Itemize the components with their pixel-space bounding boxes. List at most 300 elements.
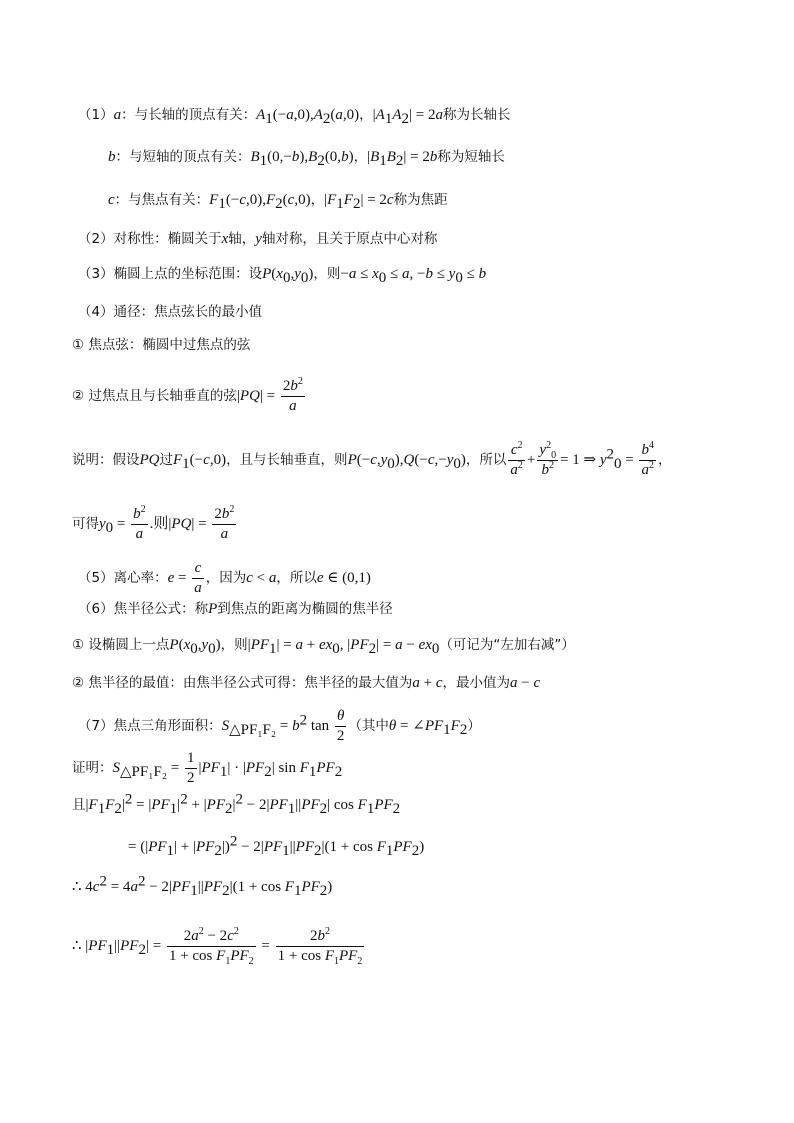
math-run: a <box>510 675 518 691</box>
math-run: , <box>290 266 295 282</box>
math-run: ,0) <box>342 107 360 123</box>
math-run: ≤ <box>432 266 449 282</box>
line-focal-chord <box>72 338 250 353</box>
math-run: c <box>533 675 541 691</box>
math-run: ∴ 4 <box>72 879 93 895</box>
line-proof-expand <box>128 833 425 859</box>
math-run: | <box>324 192 328 208</box>
math-run: B <box>386 149 396 165</box>
math-run: PF <box>148 839 167 855</box>
text-run: （5）离心率： <box>78 570 168 586</box>
math-run: | <box>367 149 371 165</box>
math-run: | = <box>276 637 296 653</box>
math-run: b <box>291 149 300 165</box>
math-fraction <box>185 750 197 786</box>
text-run: ， <box>353 149 368 165</box>
math-run: , <box>376 452 381 468</box>
math-subscript: 2 <box>352 195 361 212</box>
math-subscript: 1 <box>182 455 190 472</box>
math-run: + <box>419 675 436 691</box>
line-proof-conclusion <box>72 926 366 967</box>
math-subscript: 2 <box>319 882 328 899</box>
math-run: ,0), <box>245 192 266 208</box>
math-run: PF <box>120 938 139 954</box>
math-subscript: △PF₁F₂ <box>120 763 168 780</box>
math-run: ≤ <box>462 266 479 282</box>
math-run: F <box>88 797 98 813</box>
math-run: P <box>347 452 357 468</box>
math-run: F <box>105 797 115 813</box>
math-fraction <box>281 378 305 414</box>
math-run: = <box>113 516 130 532</box>
math-run: ex <box>418 637 432 653</box>
fraction-numerator: $y^2_0$ <box>539 440 557 461</box>
math-subscript: 0 <box>300 269 309 286</box>
math-run: b <box>108 149 116 165</box>
fraction-denominator: $a^2$ <box>510 459 523 478</box>
math-fraction <box>131 506 148 542</box>
math-run: ), <box>299 149 309 165</box>
math-run: ,− <box>434 452 447 468</box>
math-run: (0,− <box>267 149 292 165</box>
math-run: Q <box>403 452 415 468</box>
math-run: PF <box>393 839 412 855</box>
line-proof-start <box>72 750 342 786</box>
math-run: | <box>232 797 236 813</box>
text-run: （7）焦点三角形面积： <box>78 718 222 734</box>
text-run: （可记为“左加右减”） <box>439 637 575 653</box>
math-run: = (| <box>128 839 149 855</box>
math-run: a <box>395 637 403 653</box>
math-superscript: 2 <box>124 791 133 808</box>
math-run: y <box>446 452 454 468</box>
line-result <box>72 506 238 542</box>
math-run: c <box>370 452 377 468</box>
math-run: c <box>92 879 100 895</box>
math-superscript: 2 <box>235 791 243 808</box>
math-run: PF <box>424 718 444 734</box>
math-run: | = <box>191 516 211 532</box>
math-run: ), <box>394 452 404 468</box>
math-subscript: 2 <box>264 763 272 780</box>
text-run: ，所以 <box>465 452 507 468</box>
math-superscript: 2 <box>99 873 107 890</box>
math-run: PF <box>206 797 225 813</box>
math-fraction <box>276 926 365 967</box>
math-subscript: 1 <box>169 800 178 817</box>
line-focal-distance <box>108 192 448 212</box>
math-run: P <box>208 601 218 617</box>
math-subscript: 2 <box>395 152 404 169</box>
math-run: |(1 + cos <box>321 839 377 855</box>
math-run: PF <box>269 797 288 813</box>
math-run: PF <box>245 760 265 776</box>
math-run: F <box>357 797 367 813</box>
math-run: a <box>286 107 294 123</box>
math-run: | <box>85 797 89 813</box>
math-run: | = 2 <box>403 149 430 165</box>
math-subscript: 2 <box>322 110 331 127</box>
math-run: x <box>276 266 283 282</box>
math-run: + | <box>187 797 207 813</box>
math-subscript: 2 <box>334 763 343 780</box>
math-run: F <box>343 192 353 208</box>
math-run: B <box>370 149 380 165</box>
math-run: + <box>302 637 319 653</box>
math-superscript: 2 <box>299 712 308 729</box>
math-run: A <box>256 107 266 123</box>
math-subscript: 0 <box>190 640 198 657</box>
math-subscript: 0 <box>614 455 622 472</box>
text-run: ，最小值为 <box>442 675 511 691</box>
line-focal-radius-extrema <box>72 676 540 691</box>
math-run: − <box>340 266 349 282</box>
math-run: |) <box>221 839 230 855</box>
math-subscript: 1 <box>336 195 344 212</box>
text-run: 称为短轴长 <box>437 149 505 165</box>
math-run: | <box>198 760 202 776</box>
math-run: PF <box>196 839 215 855</box>
math-fraction <box>192 560 204 596</box>
text-run: （1） <box>78 107 114 123</box>
text-run: ， <box>657 452 672 468</box>
line-focal-triangle-area <box>78 708 481 744</box>
math-run: | sin <box>271 760 300 776</box>
line-latus-rectum-heading <box>78 305 262 320</box>
math-run: b <box>425 266 433 282</box>
text-run: ， <box>359 107 373 123</box>
math-subscript: 0 <box>453 455 461 472</box>
math-subscript: 1 <box>443 721 451 738</box>
math-run: PF <box>203 879 223 895</box>
fraction-numerator: $2b^2$ <box>212 506 236 525</box>
math-run: PF <box>151 797 170 813</box>
fraction-numerator: $2b^2$ <box>281 378 305 397</box>
math-subscript: △PF₁F₂ <box>229 721 277 738</box>
text-run: ② 焦半径的最值：由焦半径公式可得：焦半径的最大值为 <box>72 675 413 691</box>
math-run: F <box>284 879 294 895</box>
math-run: PF <box>374 797 393 813</box>
fraction-numerator: $2a^2 - 2c^2$ <box>167 928 256 947</box>
math-run: | <box>247 637 251 653</box>
math-run: | <box>372 107 376 123</box>
line-coordinate-range <box>78 266 487 286</box>
math-run: c <box>386 192 394 208</box>
math-run: B <box>308 149 318 165</box>
math-run: F <box>299 760 309 776</box>
math-subscript: 0 <box>387 455 395 472</box>
math-fraction <box>508 442 525 478</box>
math-subscript: 2 <box>313 842 322 859</box>
math-subscript: 1 <box>269 640 277 657</box>
math-subscript: 1 <box>293 882 302 899</box>
math-subscript: 2 <box>459 721 468 738</box>
math-run: ) <box>460 452 466 468</box>
math-run: | = <box>376 637 396 653</box>
text-run: 称为焦距 <box>393 192 448 208</box>
math-run: = <box>174 570 191 586</box>
math-run: c <box>287 192 295 208</box>
text-run: 证明： <box>72 760 113 776</box>
text-run: （其中 <box>348 718 389 734</box>
fraction-numerator: $2b^2$ <box>276 928 365 947</box>
text-run: ，所以 <box>276 570 317 586</box>
math-superscript: 2 <box>137 873 146 890</box>
math-run: || <box>295 797 302 813</box>
math-run: PF <box>350 637 369 653</box>
math-run: , | <box>339 637 351 653</box>
math-run: y <box>255 231 262 247</box>
math-run: , <box>197 637 202 653</box>
math-run: y <box>448 266 456 282</box>
math-run: b <box>478 266 487 282</box>
math-run: A <box>392 107 402 123</box>
math-run: ) <box>348 149 354 165</box>
text-run: ，且与长轴垂直，则 <box>226 452 348 468</box>
text-run: 说明：假设 <box>72 452 140 468</box>
line-proof-cosine-law <box>72 791 401 817</box>
math-run: b <box>341 149 349 165</box>
math-subscript: 1 <box>166 842 175 859</box>
math-run: PF <box>295 839 314 855</box>
math-run: = ∠ <box>396 718 425 734</box>
math-run: F <box>450 718 460 734</box>
math-run: PF <box>88 938 107 954</box>
math-run: || <box>289 839 296 855</box>
math-subscript: 1 <box>219 763 228 780</box>
text-run: ① 焦点弦：椭圆中过焦点的弦 <box>72 337 251 353</box>
math-run: = <box>621 452 638 468</box>
fraction-denominator: a <box>220 525 229 542</box>
line-focal-radius-heading <box>78 602 393 617</box>
fraction-denominator: $1 + \cos F_1PF_2$ <box>168 947 254 967</box>
math-run: c <box>239 192 246 208</box>
math-subscript: 0 <box>282 269 291 286</box>
math-fraction <box>537 442 558 478</box>
fraction-denominator: a <box>135 525 144 542</box>
fraction-numerator: c <box>192 560 204 579</box>
math-subscript: 2 <box>114 800 122 817</box>
math-subscript: 0 <box>378 269 387 286</box>
text-run: （4）通径：焦点弦长的最小值 <box>78 304 263 320</box>
math-run: − <box>517 675 534 691</box>
math-run: PF <box>316 760 335 776</box>
text-run: ：与长轴的顶点有关： <box>121 107 257 123</box>
math-subscript: 0 <box>105 519 114 536</box>
math-subscript: 1 <box>190 882 198 899</box>
text-run: 轴对称，且关于原点中心对称 <box>261 231 438 247</box>
math-superscript: 2 <box>606 446 615 463</box>
math-run: a <box>412 675 420 691</box>
math-subscript: 1 <box>308 763 317 780</box>
math-run: a <box>348 266 357 282</box>
line-proof-therefore <box>72 873 333 899</box>
line-eccentricity <box>78 560 371 596</box>
math-run: e <box>316 570 324 586</box>
math-run: a <box>401 266 410 282</box>
math-run: PF <box>263 839 283 855</box>
math-run: A <box>313 107 323 123</box>
text-run: ，则 <box>220 637 248 653</box>
fraction-numerator: 1 <box>185 750 197 769</box>
math-run: ( <box>271 266 277 282</box>
math-run: P <box>169 637 179 653</box>
math-fraction <box>212 506 236 542</box>
math-run: y <box>294 266 301 282</box>
math-run: − <box>402 637 419 653</box>
math-subscript: 1 <box>287 800 296 817</box>
fraction-denominator: a <box>194 579 202 596</box>
math-run: − 2| <box>243 797 270 813</box>
math-run: x <box>372 266 379 282</box>
math-run: PF <box>301 879 320 895</box>
math-run: = <box>276 718 293 734</box>
text-run: 到焦点的距离为椭圆的焦半径 <box>217 601 393 617</box>
math-subscript: 0 <box>332 640 340 657</box>
math-run: ,0) <box>209 452 227 468</box>
math-run: y <box>99 516 106 532</box>
math-run: a <box>268 570 277 586</box>
line-explanation <box>72 442 671 478</box>
math-run: (− <box>189 452 204 468</box>
math-run: ) <box>308 266 314 282</box>
math-subscript: 2 <box>401 110 410 127</box>
math-run: y <box>599 452 607 468</box>
math-run: x <box>183 637 191 653</box>
math-fraction <box>639 442 656 478</box>
math-subscript: 1 <box>259 152 268 169</box>
math-subscript: 1 <box>379 152 387 169</box>
math-run: | <box>236 388 240 404</box>
math-subscript: 1 <box>218 195 226 212</box>
math-run: PF <box>201 760 220 776</box>
math-subscript: 1 <box>106 941 115 958</box>
math-subscript: 2 <box>368 640 377 657</box>
math-subscript: 1 <box>97 800 106 817</box>
math-run: (− <box>225 192 240 208</box>
math-run: ,0) <box>294 192 311 208</box>
text-run: 轴， <box>228 231 256 247</box>
text-run: ，则 <box>313 266 341 282</box>
math-run: < <box>252 570 269 586</box>
math-fraction <box>167 926 256 967</box>
math-run: a <box>130 879 138 895</box>
math-run: PQ <box>239 388 260 404</box>
line-perpendicular-chord <box>72 378 307 414</box>
text-run: ，因为 <box>205 570 247 586</box>
math-run: c <box>246 570 253 586</box>
math-run: PF <box>171 879 191 895</box>
math-run: ) <box>215 637 221 653</box>
math-run: tan <box>307 718 333 734</box>
line-major-axis <box>78 107 511 127</box>
math-run: | + | <box>174 839 197 855</box>
math-run: A <box>375 107 385 123</box>
math-superscript: 2 <box>180 791 188 808</box>
math-run: c <box>427 452 435 468</box>
math-run: ( <box>330 107 336 123</box>
math-subscript: 2 <box>138 941 146 958</box>
fraction-denominator: $a^2$ <box>641 459 654 478</box>
fraction-denominator: 2 <box>336 727 345 744</box>
math-run: (− <box>414 452 428 468</box>
math-run: y <box>380 452 388 468</box>
math-subscript: 2 <box>222 882 230 899</box>
text-run: ） <box>467 718 481 734</box>
math-run: | cos <box>327 797 358 813</box>
text-run: ：与焦点有关： <box>114 192 210 208</box>
math-run: = | <box>132 797 152 813</box>
math-run: (0, <box>324 149 342 165</box>
line-focal-radius-formula <box>72 637 575 657</box>
math-run: ( <box>178 637 184 653</box>
fraction-denominator: $1 + \cos F_1PF_2$ <box>277 947 363 967</box>
math-run: θ <box>388 718 397 734</box>
math-run: PQ <box>139 452 160 468</box>
math-subscript: 2 <box>317 152 325 169</box>
math-run: ∈ (0,1) <box>323 570 371 586</box>
text-run: ， <box>310 192 325 208</box>
math-run: PF <box>250 637 270 653</box>
text-run: （6）焦半径公式：称 <box>78 601 209 617</box>
math-subscript: 2 <box>411 842 420 859</box>
math-run: |(1 + cos <box>229 879 285 895</box>
math-run: b <box>429 149 438 165</box>
math-subscript: 1 <box>385 842 394 859</box>
math-subscript: 2 <box>275 195 283 212</box>
math-run: − 2| <box>145 879 172 895</box>
math-run: | = <box>259 388 279 404</box>
math-run: (− <box>356 452 371 468</box>
math-run: F <box>173 452 183 468</box>
fraction-numerator: $b^2$ <box>131 506 148 525</box>
math-run: − 2| <box>237 839 264 855</box>
fraction-denominator: $b^2$ <box>541 459 554 478</box>
math-run: F <box>327 192 337 208</box>
math-run: = 4 <box>106 879 131 895</box>
math-run: a <box>335 107 343 123</box>
math-run: x <box>221 231 229 247</box>
math-subscript: 1 <box>282 842 290 859</box>
math-run: c <box>108 192 115 208</box>
line-symmetry <box>78 232 437 247</box>
fraction-numerator: θ <box>335 708 347 727</box>
text-run: ① 设椭圆上一点 <box>72 637 170 653</box>
math-run: ≤ <box>386 266 402 282</box>
math-run: e <box>167 570 175 586</box>
math-run: S <box>221 718 230 734</box>
text-run: 且 <box>72 797 86 813</box>
math-subscript: 0 <box>455 269 463 286</box>
math-subscript: 2 <box>214 842 222 859</box>
fraction-denominator: 2 <box>187 769 195 786</box>
math-run: || <box>197 879 204 895</box>
math-run: y <box>201 637 209 653</box>
math-subscript: 2 <box>392 800 401 817</box>
math-run: , − <box>409 266 426 282</box>
math-run: | = 2 <box>360 192 387 208</box>
math-run: B <box>250 149 260 165</box>
math-superscript: 2 <box>229 833 238 850</box>
math-run: b <box>292 718 300 734</box>
text-run: 称为长轴长 <box>442 107 511 123</box>
math-run: ,0), <box>293 107 314 123</box>
text-run: （2）对称性：椭圆关于 <box>78 231 222 247</box>
math-run: ( <box>282 192 288 208</box>
math-run: | = <box>145 938 165 954</box>
math-run: | · | <box>227 760 246 776</box>
math-run: c <box>203 452 210 468</box>
